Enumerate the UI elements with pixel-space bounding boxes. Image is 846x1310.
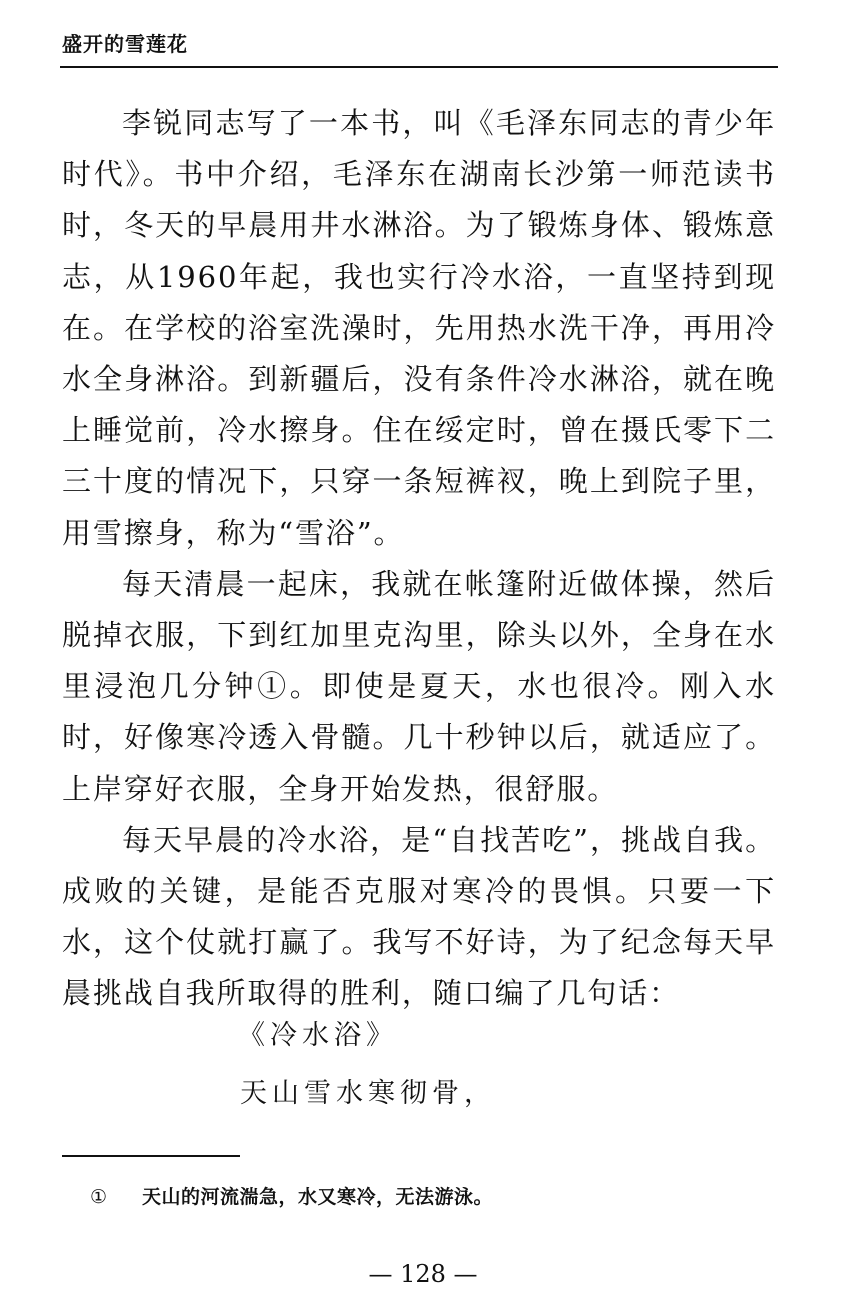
body-paragraph-2: 每天清晨一起床，我就在帐篷附近做体操，然后脱掉衣服，下到红加里克沟里，除头以外，全身在水里浸泡几分钟①。即使是夏天，水也很冷。刚入水时，好像寒冷透入骨髓。几十秒钟以后，就适应了。上岸穿好衣服，全身开始发热，很舒服。 (62, 566, 776, 806)
body-text (62, 98, 776, 1020)
body-paragraph-1: 李锐同志写了一本书，叫《毛泽东同志的青少年时代》。书中介绍，毛泽东在湖南长沙第一师范读书时，冬天的早晨用井水淋浴。为了锻炼身体、锻炼意志，从1960年起，我也实行冷水浴，一直坚持到现在。在学校的浴室洗澡时，先用热水洗干净，再用冷水全身淋浴。到新疆后，没有条件冷水淋浴，就在晚上睡觉前，冷水擦身。住在绥定时，曾在摄氏零下二三十度的情况下，只穿一条短裤衩，晚上到院子里，用雪擦身，称为“雪浴”。 (62, 106, 776, 550)
running-header-title: 盛开的雪莲花 (62, 32, 188, 56)
footnote-divider (62, 1155, 240, 1157)
footnote-marker: ① (90, 1186, 108, 1208)
poem-title: 《冷水浴》 (238, 1020, 398, 1051)
body-paragraph-3: 每天早晨的冷水浴，是“自找苦吃”，挑战自我。成败的关键，是能否克服对寒冷的畏惧。只要一下水，这个仗就打赢了。我写不好诗，为了纪念每天早晨挑战自我所取得的胜利，随口编了几句话： (62, 822, 776, 1011)
page-number: — 128 — (368, 1260, 478, 1288)
poem-line-1: 天山雪水寒彻骨， (240, 1078, 496, 1109)
footnote (90, 1183, 493, 1211)
footnote-text: 天山的河流湍急，水又寒冷，无法游泳。 (142, 1186, 494, 1208)
header-divider (60, 66, 778, 68)
